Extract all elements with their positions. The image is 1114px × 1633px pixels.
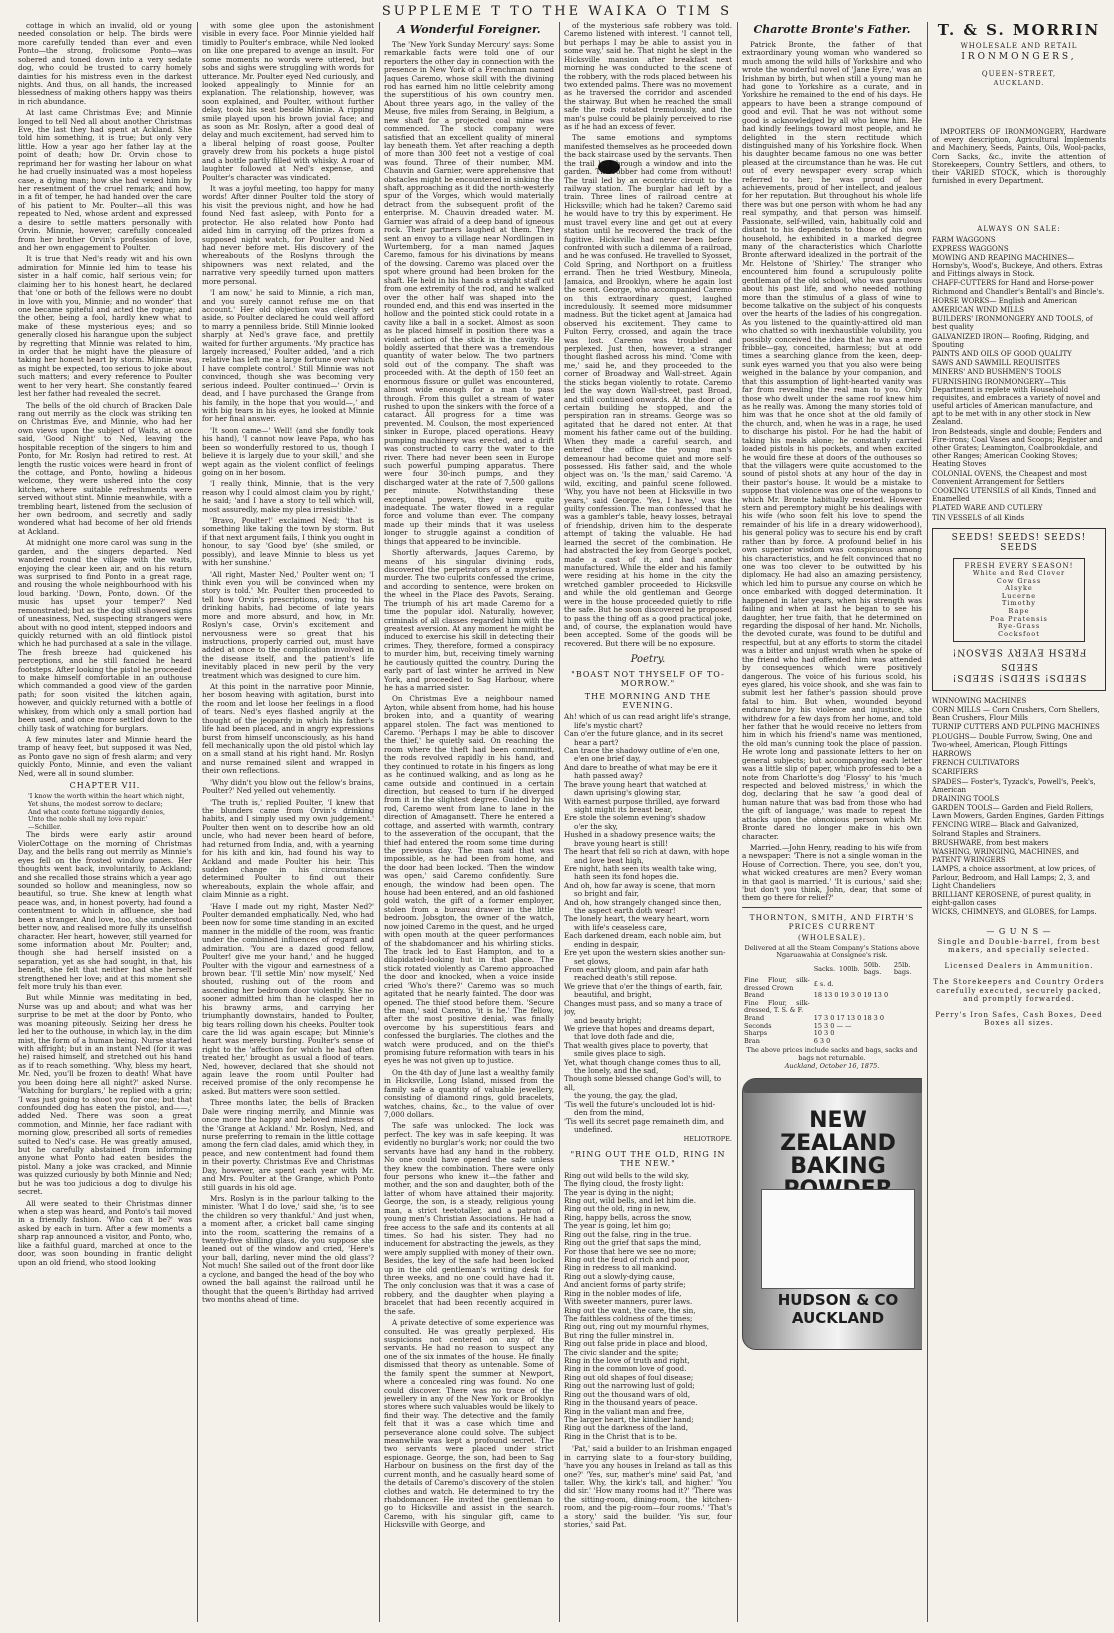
poem-line: Changes must pass, and so many a trace of joy, [564, 998, 722, 1017]
column-2 [202, 22, 374, 1622]
poem-line: brave young heart is still! [574, 838, 668, 848]
poem-line: The larger heart, the kindlier hand; [564, 1414, 694, 1424]
verse-line: Yet shuns, the modest sorrow to declare; [28, 800, 163, 809]
poem-line: Ring out the grief that saps the mind, [564, 1238, 702, 1248]
column-6-advert [932, 22, 1106, 1622]
price-column-header: Sacks. [813, 964, 836, 973]
chapter-epigraph [18, 793, 192, 831]
price-values: 18 13 0 19 3 0 19 13 0 [813, 991, 889, 1000]
poem-line: with life's ceaseless care, [574, 922, 667, 932]
seeds-mirror-heading: SEEDS! SEEDS! SEEDS! SEEDS [951, 661, 1087, 682]
poem-line: and love beat high, [574, 855, 644, 865]
poem-line: The year is dying in the night; [564, 1187, 674, 1197]
stock-item: EXPRESS WAGGONS [932, 244, 1009, 253]
article-title-bronte: Charotte Bronte's Father. [753, 23, 911, 36]
poem-line: the young, the gay, the glad, [574, 1091, 678, 1101]
poem-line: Ring out a slowly-dying cause, [564, 1271, 675, 1281]
poem-line: The civic slander and the spite; [564, 1347, 679, 1357]
paragraph: On the 4th day of June last a wealthy family in Hicksville, Long Island, missed from the family safe a quantity of valuable jewellery, consisting of diamond rings, gold bracelets, watches, chains, &c., to the value of over 7,000 dollars. [384, 1067, 554, 1120]
price-item: Fine Flour, silk-dressed Crown [744, 975, 810, 992]
poem-line: Ring in the Christ that is to be. [564, 1431, 678, 1441]
seed-variety: Rye-Grass [997, 622, 1041, 631]
poem-line: hath seen its fond hopes die. [574, 872, 679, 882]
poem-line: Ring out the thousand wars of old, [564, 1389, 691, 1399]
paragraph: Three months later, the bells of Bracken Dale were ringing merrily, and Minnie was once more the happy and beloved mistress of the 'Grange at Ackland.' Mr. Roslyn, Ned, and nurse preferring to remain in the little cottage among the fern clad dales, amid which they, in peace, and new contentment had found them in their poverty. Christmas Eve and Christmas Day, however, are spent each year with Mr. and Mrs. Poulter at the Grange, which Ponto still guards in his old age. [202, 1098, 374, 1192]
poem-line: The lonely heart, the weary heart, worn [564, 914, 710, 924]
paragraph: 'All right, Master Ned,' Poulter went on; 'I think even you will be convinced when my story is told.' Mr. Poulter then proceeded to tell how Orvin's prescriptions, owing to his drinking habits, had become of late years more and more absurd, and how, in Mr. Roslyn's case, Orvin's excitement and nervousness were so great that his instructions, properly carried out, must have added at once to the complication involved in the disease itself, and the patient's life inevitably placed in new peril by the very treatment which was designed to cure him. [202, 569, 374, 680]
stock-item: PLATED WARE AND CUTLERY [932, 504, 1043, 513]
stock-item: GALVANIZED IRON— Roofing, Ridging, and Spouting [932, 332, 1090, 349]
stock-item: WICKS, CHIMNEYS, and GLOBES, for Lamps. [932, 908, 1097, 917]
poem-line: The heart that fell so rich at dawn, with hope [564, 847, 730, 857]
paragraph: The same emotions and symptoms manifested themselves as he proceeded down the back staircase used by the servants. Then the trail led through a window and into the garden. The robber had come from without! The trail led by an eccentric circuit to the railway station. The burglar had left by a train. Three lines of railroad centre at Hicksville; which had he taken? Caremo said he would have to try this by experiment. He must travel every line and get out at every station until he recovered the track of the fugitive. Hicksville had never been before confronted with such a dilemma of a railroad, and he was confused. He travelled to Syosset, Cold Spring, and Northport on a fruitless errand. Then he tried Westbury, Mineola, Jamaica, and Brooklyn, where he again lost the scent. George, who accompanied Caremo on this extraordinary quest, laughed incredulously. It seemed more midsummer madness. But the ticket agent at Jamaica had observed his excitement. They came to Fulton Ferry, crossed, and again the trace was lost. Caremo was troubled and perplexed. Just then, however, a stranger thought flashed across his mind. 'Come with me,' said he, and they proceeded to the corner of Broadway and Wall-street. Again the sticks began violently to rotate. Caremo led the way down Wall-street, past Broad, and still continued onwards. At the door of a certain building he stopped, and the perspiration ran in streams. George was so agitated that he dared not enter. At that moment his father came out of the building. When they made a careful search, and entered the office the young man's demeanour had become quiet and more self-possessed. His father said, and the whole object was on. 'Is the man,' said Caremo. 'A wild, exciting, and painful scene followed. 'Why, you have not been at Hicksville in two years,' said George. 'Yes, I have,' was the guilty confession. The man confessed that he was a gambler's table, heavy losses, betrayal of friendship, driven him to the desperate attempt of taking the valuable. He had learned the secret of the combination. He had abstracted the key from George's pocket, made a cast of it, and had another manufactured. While the elder and his family were residing at his home in the city the wretched gambler proceeded to Hicksville and while the old gentleman and George were in the house proceeded quietly to rifle the safe. But he soon discovered he proposed to pass the thing off as a good practical joke, and, of course, the explanation would have been accepted. Some of the goods will be recovered. But there will be no exposure. [564, 133, 732, 648]
poem-line: Ring out the darkness of the land, [564, 1423, 689, 1433]
poem-2-title: "RING OUT THE OLD, RING IN THE NEW." [570, 1150, 726, 1169]
poem-line: Ring in the valiant man and free, [564, 1406, 685, 1416]
paragraph: But while Minnie was meditating in bed, Nurse was up and about; and what was her surprise to be met at the door by Ponto, who was moaning piteously. Seizing her dress he led her to the outhouse, in which lay, in the dim mist, the form of a human being. Nurse started with affright; but in an instant Ned (for it was he) raised himself, and stretched out his hand as if to reach something. 'Why, bless my heart, Mr. Ned, you'll be frozen to death! What have you been doing here all night?' asked Nurse. 'Watching for burglars,' he replied with a grin; 'I was just going to shoot you for one; but that confounded dog has eaten the pistol, and——,' added Ned. There was soon a great commotion, and Minnie, her face radiant with morning glow, prescribed all sorts of remedies suited to Ned's case. He was greatly amused, but he carefully abstained from informing anyone what Ponto had eaten besides the pistol. Many a joke was cracked, and Minnie was quizzed curiously by both Minnie and Ned; but he was too judicious a dog to divulge his secret. [18, 993, 192, 1197]
paragraph: with some glee upon the astonishment visible in every face. Poor Minnie yielded half timidly to Poulter's embrace, while Ned looked on like one prepared to avenge an insult. For some moments no words were uttered, but sobs and sighs were struggling with words for utterance. Mr. Poulter eyed Ned curiously, and looked appealingly to Minnie for an explanation. The relationship, however, was soon explained, and Poulter, without further delay, took his seat beside Minnie. A ripping smile played upon his brown jovial face; and as soon as Mr. Roslyn, after a good deal of delay and much excitement, had served him to a liberal helping of roast goose, Poulter gravely drew from his pockets a huge pistol and a bottle partly filled with whisky. A roar of laughter followed at Ned's expense, and Poulter's character was vindicated. [202, 22, 374, 182]
poem-line: Ring in the thousand years of peace. [564, 1398, 698, 1408]
poem-line: Ere yet upon the western skies another sun- [564, 948, 726, 958]
seeds-heading: SEEDS! SEEDS! SEEDS! SEEDS [951, 532, 1087, 554]
poem-line: Ring out the feud of rich and poor, [564, 1254, 690, 1264]
stock-item: LAMPS, a choice assortment, at low prices, of Parlour, Bedroom, and Hall Lamps; 2, 3, and Light Chandeliers [932, 865, 1096, 890]
price-item: Brand [744, 991, 765, 1000]
price-item: Seconds [744, 1021, 772, 1030]
paragraph: Mrs. Roslyn is in the parlour talking to the minister. 'What I do love,' said she, 'is to see the children so very thankful.' And just when, a moment after, a cricket ball came singing into the room, scattering the remains of a twenty-five shilling glass, do you suppose she leaned out of the window and cried, 'Here's your ball, darling, never mind the old glass'? Not much! She sailed out of the front door like a cyclone, and banged the head of the boy who owned the ball against the railroad until he thought that the queen's Birthday had arrived two months ahead of time. [202, 1193, 374, 1305]
stock-item: CORN MILLS — Corn Crushers, Corn Shellers, Bean Crushers, Flour Mills [932, 706, 1100, 723]
poem-line: Hushed in a shadowy presence waits; the [564, 830, 716, 840]
price-values: £ s. d. [813, 979, 834, 988]
tin-maker: HUDSON & CO AUCKLAND [777, 1291, 899, 1327]
column-rule [197, 22, 198, 1622]
baking-powder-tin-illustration [742, 1078, 922, 1350]
stock-item: FARM WAGGONS [932, 235, 996, 244]
paragraph: The birds were early astir around ViolerCottage on the morning of Christmas Day, and the bells rang out merrily as Minnie's eyes fell on the frosted window panes. Her thoughts went back, involuntarily, to Ackland; and she recalled those strains which a year ago sounded so hollow and meaningless, now so beautiful, so true. She knew at length what peace was, and, in honest poverty, had found a contentment to which in affluence, she had been a stranger. And love, too, she understood better now, and realised more fully its unselfish character. Her heart, however, still yearned for some information about Mr. Poulter; and, though she had herself insisted on a separation, yet as she had sought, in that, his benefit, she felt that neither had she herself strengthened her love; and at this moment she felt more truly his than ever. [18, 830, 192, 992]
price-row [742, 977, 922, 992]
stock-item: COLONIAL OVENS, the Cheapest and most Convenient Arrangement for Settlers [932, 469, 1087, 486]
poem-1-title: "BOAST NOT THYSELF OF TO-MORROW." [571, 669, 725, 689]
paragraph: It is true that Ned's ready wit and his own admiration for Minnie led him to tease his sister in a half comic, half serious vein; for claiming her to his honest heart, he declared that 'one or both of the fellows were no doubt in love with you, Minnie; and no wonder' that one became spiteful and acted the rogue; and the other, being a fool, hardly knew what to make of these mysterious eyes; and so generally closed his harangue upon the subject by regretting that Minnie was related to him, in order that he might have the pleasure of taking her honest heart by storm. Minnie was, as might be expected, too serious to joke about such matters; and every reference to Poulter went to her very heart. She constantly feared lest her father had revealed the secret. [18, 254, 192, 399]
paragraph: A private detective of some experience was consulted. He was greatly perplexed. His suspicions not centered on any of the servants. He had no reason to suspect any one of the six inmates of the house. He finally dismissed that theory as untenable. Some of the family spent the summer at Newport, where a concealed ring was found. No one could discover. There was no trace of the jewellery in any of the New York or Brooklyn stores where such valuables would be likely to find their way. The detective and the family felt that it was a case which time and perseverance alone could solve. The subject meanwhile was kept a profound secret. The two servants were placed under strict espionage. George, the son, had been to Sag Harbour on business on the first day of the current month, and he casually heard some of the details of Caremo's discovery of the stolen clothes and watch. He determined to try the rhabdomancer. He invited the gentleman to go to Hicksville and assist in the search. Caremo, with his singular gift, came to Hicksville with George, and [384, 1318, 554, 1530]
paragraph: At midnight one more carol was sung in the garden, and the singers departed. Ned wandered round the village with the waits, enjoying the clear keen air, and on his return was surprised to find Ponto in a great rage, and rousing the whole neighbourhood with his loud barking. 'Down, Ponto, down. Of the music has upset your temper?' Ned remonstrated; but as the dog still showed signs of uneasiness, Ned, suspecting strangers were about with no good intent, stepped indoors and quickly returned with an old flintlock pistol which he had purchased at a sale in the village. The fresh breeze had quickened his perceptions, and he still fancied he heard footsteps. After looking the pistol he proceeded to make himself comfortable in an outhouse which commanded a good view of the garden path; for soon visited the kitchen again, however, and quickly returned with a bottle of whiskey, from which only a small portion had been used, and once more settled down to the chilly task of watching for burglars. [18, 538, 192, 733]
poem-line: Ring in the nobler modes of life, [564, 1288, 682, 1298]
poem-2-text [564, 1172, 732, 1442]
poem-line: ending in despair, [574, 939, 640, 949]
poem-line: Ring out, wild bells, and let him die. [564, 1196, 696, 1206]
poem-line: Ring, happy bells, across the snow, [564, 1212, 692, 1222]
poem-line: hear a part? [574, 737, 619, 747]
poem-line: beautiful, and bright, [574, 990, 652, 1000]
poem-line: and beauty bright; [574, 1015, 642, 1025]
chapter-heading: CHAPTER VII. [69, 781, 141, 791]
price-column-header: 50lb. bags. [863, 960, 882, 977]
stock-item: DRAINING TOOLS [932, 794, 1000, 803]
poem-line: Ring in the common love of good. [564, 1364, 687, 1374]
column-1 [18, 22, 192, 1622]
poem-line: The flying cloud, the frosty light: [564, 1179, 684, 1189]
price-row [742, 1038, 922, 1046]
firm-trade: IRONMONGERS, [961, 51, 1077, 62]
poem-line: With earnest purpose thrilled, aye forward [564, 796, 720, 806]
stock-item: PAINTS AND OILS OF GOOD QUALITY [932, 349, 1072, 358]
stock-item: PLOUGHS— Double Furrow, Swing, One and Two-wheel, American, Plough Fittings [932, 732, 1093, 749]
column-rule [559, 22, 560, 1622]
column-1-continued [18, 831, 192, 1267]
seeds-list [957, 570, 1081, 638]
firm-address: QUEEN-STREET, [981, 70, 1057, 79]
poem-line: hath passed away? [574, 771, 643, 781]
poem-line: Ring out the false, ring in the true. [564, 1229, 692, 1239]
poem-line: Ring in redress to all mankind. [564, 1263, 677, 1273]
firm-tagline: WHOLESALE AND RETAIL [960, 41, 1078, 50]
verse-line: —Schiller. [28, 822, 62, 831]
price-item: Bran [744, 1036, 760, 1045]
poem-line: dawn uprising's glowing star, [574, 788, 682, 798]
poem-line: sight might its breast bear, [574, 804, 673, 814]
seeds-subheading: FRESH EVERY SEASON! [964, 561, 1074, 570]
poem-line: that love doth fade and die, [574, 1032, 675, 1042]
paragraph: At last came Christmas Eve; and Minnie longed to tell Ned all about another Christmas Eve, the last they had spent at Ackland. She told him something, it is true; but only very little. How a year ago her father lay at the point of death; how Dr. Orvin chose to reprimand her for wasting her labour on what he had cruelly insinuated was a most hopeless case, a dying man; how she had vexed him by her resentment of the cruel remark; and how, in a fit of temper, he had handed over the care of his patient to Mr. Poulter—all this was repeated to Ned, whose ardent and expressed a desire to settle matters personally with Orvin. Minnie, however, carefully concealed from her brother Orvin's profession of love, and her own engagement to Poulter. [18, 108, 192, 252]
price-item: Brand [744, 1013, 765, 1022]
paragraph: 'I am now,' he said to Minnie, a rich man, and you surely cannot refuse me on that account.' Her old objection was clearly set aside, so Poulter declared he could well afford to marry a penniless bride. Still Minnie looked sharply at Ned's grave face, and prettily waited for further arguments. 'My practice has largely increased,' Poulter added, 'and a rich relative has left me a large fortune over which I have complete control.' Still Minnie was not convinced, though she was becoming very serious indeed. Poulter continued—' Orvin is dead, and I have purchased the Grange from his family, in the hope that you would—,' and with big tears in his eyes, he looked at Minnie for her final answer. [202, 288, 374, 424]
stock-item: TURNIP CUTTERS AND PULPING MACHINES [932, 723, 1100, 732]
poem-line: set glows, [574, 956, 611, 966]
price-values: 10 3 0 [813, 1029, 835, 1038]
paragraph: of the mysterious safe robbery was told. Caremo listened with interest. 'I cannot tell, but perhaps I may be able to assist you in some way,' said he. That night he slept in the Hicksville mansion after breakfast next morning he was conducted to the scene of the robbery, with the rods placed between his two extended palms. There was no movement as he traversed the corridor and ascended the stairway. But when he reached the small safe the rods rotated tremulously, and the man's pulse could be plainly perceived to rise as if he had an excess of fever. [564, 22, 732, 132]
price-column-header: 25lb. bags. [893, 960, 912, 977]
price-advert-subtitle: (WHOLESALE). [797, 934, 867, 943]
column-3-body [384, 41, 554, 1530]
column-3 [384, 22, 554, 1622]
stock-list-2 [932, 697, 1106, 917]
seed-variety: White and Red Clover [972, 568, 1066, 577]
price-row [742, 1030, 922, 1038]
poem-line: Ring out the narrowing lust of gold; [564, 1381, 695, 1391]
tin-title: NEW ZEALAND BAKING [780, 1108, 896, 1180]
poem-line: smile gives place to sigh. [574, 1049, 666, 1059]
poem-line: the lonely, and the sad, [574, 1066, 659, 1076]
stock-item: AMERICAN WIND MILLS [932, 306, 1025, 315]
poem-line: Though some blessed change God's will, to all, [564, 1074, 722, 1092]
stock-item: GARDEN TOOLS— Garden and Field Rollers, Lawn Mowers, Garden Engines, Garden Fittings [932, 804, 1104, 821]
price-advert-date: Auckland, October 16, 1875. [784, 1061, 880, 1070]
seed-variety: Cow Grass [996, 576, 1042, 585]
column-5 [742, 22, 922, 1622]
stock-item: WASHING, WRINGING, MACHINES, and PATENT WRINGERS [932, 848, 1079, 865]
column-5-body [742, 41, 922, 903]
stock-item: BRUSHWARE, from best makers [932, 838, 1049, 847]
stock-item: SAWS AND SAWMILL REQUISITES [932, 359, 1060, 368]
paragraph: 'Have I made out my right, Master Ned?' Poulter demanded emphatically. Ned, who had been now for some time standing in an excited manner in the middle of the room, was frantic under the combined influences of regard and admiration. 'You are a dazed good fellow, Poulter! give me your hand,' and he hugged Poulter with the vigour and earnestness of a brown bear. 'I'll settle Min' now myself,' Ned shouted, rushing out of the room and ascending her bedroom door violently. She no sooner admitted him than he clasped her in his brawny arms, and carrying her triumphantly downstairs, handed to Poulter, big tears rolling down his cheeks. Poulter took care the lid was again escape; but Minnie's heart was merely bursting. Poulter's sense of right to the 'affection for which he had often treated her,' brought as usual a flood of tears. Ned, however, declared that she should not again leave the room until Poulter had received promise of the only recompense he asked. But matters were soon settled. [202, 901, 374, 1096]
paragraph: Patrick Bronte, the father of that extraordinary young woman who wandered so much among the wild hills of Yorkshire and who wrote the wonderful novel of 'Jane Eyre,' was an Irishman by birth, but when still a young man he had gone to Yorkshire as a curate, and in Yorkshire he remained to the end of his days. He appears to have been a strange compound of good and evil. That he was not without some good is acknowledged by all who knew him. He had kindly feelings toward most people, and he delighted in the stern rectitude which distinguished many of his Yorkshire flock. When his daughter became famous no one was better pleased at the circumstance than he was. He cut out of every newspaper every scrap which referred to her; he was proud of her achievements, proud of her intellect, and jealous for her reputation. But throughout his whole life there was but one person with whom he had any real sympathy, and that person was himself. Passionate, self-willed, vain, habitually cold and distant to his dependents to those of his own household, he exhibited in a marked degree many of the characteristics which Charlotte Bronte afterward idealized in the portrait of the Mr. Helstone of 'Shirley.' The stranger who encountered him found a scrupulously polite gentleman of the old school, who was garrulous about his past life, and who needed nothing more than the stimulus of a glass of wine to become talkative on the subject of his conquests over the hearts of the ladies of his congregation. As you listened to the quaintly-attired old man who chatted so with inexhaustible volubility, you possibly conceived the idea that he was a mere fribble—gay, conceited, harmless; but at odd times a searching glance from the keen, deep-sunk eyes warned you that you also were being weighed in the balance by your companion, and that this assumption of light-hearted vanity was far from revealing the real man to you. Only those who dwelt under the same roof knew him as he really was. Among the many stories told of him was that he once shot at the old family of the church, and, when he was in a rage, he used to discharge his pistol. For he had the habit of taking his meals alone; he constantly carried loaded pistols in his pockets, and when excited he would fire these at doors of the outhouses so that the villagers were quite accustomed to the sound of pistol shots at any hour of the day in their pastor's house. It would be a mistake to suppose that violence was one of the weapons to which Mr. Bronte habitually resorted. However stern and peremptory might be his dealings with his wife (who soon felt his love to spend the remainder of his life in a dreary widowerhood), his general policy was to secure his end by craft rather than by force. A profound belief in his own superior wisdom was conspicuous among his characteristics, and he felt convinced that no one was too clever to be outwitted by his diplomacy. He had also an amazing persistency, which led him to pursue any course on which he once embarked with dogged determination. It happened in later years, when his strength was failing and when at last he began to see his daughter, her true faith, that he determined on regarding the disposal of her hand. Mr. Nicholls, the devoted curate, was found to be dutiful and respectful, but at any efforts to storm the citadel was a bitter and unjust wrath when he spoke of the friend who had offended him was attended by consequences which were positively dangerous. The voice of his furious scold, his eyes glared, his voice shook, and she was fain to submit lest her father's passion should prove fatal to him. But when, wounded beyond endurance by his violence and injustice, she withdrew for a few days from her home, and told her father that he would receive no letters from him in which his friend's name was mentioned, the old man's cunning took the place of passion. He wrote long and passionate letters to her on general subjects; but accompanying each letter was a little slip of paper, which professed to be a note from Charlotte's dog 'Flossy' to his 'much respected and beloved mistress,' in which the dog, declaring that he saw 'a good deal of human nature that was bad from those who had the gift of language,' was made to repeat the attacks upon the obnoxious person which Mr. Bronte dared no longer make in his own character. [742, 39, 922, 841]
poem-line: so bright and fair, [574, 889, 640, 899]
stock-item: HARROWS [932, 749, 972, 758]
seed-variety: Lucerne [1001, 591, 1037, 600]
stock-item: FURNISHING IRONMONGERY—This Department is replete with Household requisites, and embraces a variety of novel and useful articles of American manufacture, and apt to be met with in any other stock in New Zealand. [932, 377, 1101, 427]
anecdote: 'Pat,' said a builder to an Irishman engaged in carrying slate to a four-story building, 'have you any houses in Ireland as tall as this one?' 'Yes, sur, mather's mine' said Pat, 'and taller. Why, the kirk's tall, and higher.' 'You did sir.' 'How many rooms had it?' 'There was the sitting-room, dining-room, the kitchen-room, and the pig-room—four rooms.' 'That's a story,' said the builder. 'Yis sur, four stories,' said Pat. [564, 1444, 732, 1530]
column-4-body [564, 22, 732, 648]
price-values [812, 1000, 922, 1015]
column-rule [379, 22, 380, 1622]
poem-line: But ring the fuller minstrel in. [564, 1330, 675, 1340]
column-2-body [202, 22, 374, 1304]
price-advert-footnote: The above prices include sacks and bags, sacks and bags not returnable. [746, 1046, 918, 1062]
price-values: 17 3 0 17 13 0 18 3 0 [813, 1013, 884, 1022]
stock-item: COOKING UTENSILS of all Kinds, Tinned and Enamelled [932, 486, 1097, 504]
paragraph: All were seated to their Christmas dinner when a step was heard, and Ponto's tail moved in a friendly fashion. 'Who can it be?' was asked by each in turn. After a few moments a sharp rap announced a visitor, and Ponto, who, like a faithful guard, marched at once to the door, was soon bounding in frantic delight upon an old friend, who stood looking [18, 1198, 192, 1267]
article-title-wonderful-foreigner: A Wonderful Foreigner. [397, 23, 541, 36]
poem-line: Ring out old shapes of foul disease; [564, 1372, 694, 1382]
paragraph: Shortly afterwards, Jaques Caremo, by means of his singular divining rods, discovered the perpetrators of a mysterious murder. The two culprits confessed the crime, and according to sentence, were broken on the wheel in the Place des Pavots, Seraing. The triumph of his art made Caremo for a time the popular idol. Naturally, however, criminals of all classes regarded him with the greatest aversion. At any moment he might be induced to exercise his skill in detecting their crimes. They, therefore, formed a conspiracy to murder him, but, receiving timely warning he cautiously quitted the country. During the early part of last winter he arrived in New York, and proceeded to Sag Harbour, where he has a married sister. [384, 548, 554, 692]
price-item: Fine Flour, silk-dressed, T. S. & F. [744, 998, 810, 1015]
paragraph: The 'New York Sunday Mercury' says: Some remarkable facts were told one of our reporters the other day in connection with the presence in New York of a Frenchman named Jaques Caremo, whose skill with the divining rod has earned him no little celebrity among the superstitious of his own country men. About three years ago, in the valley of the Meuse, five miles from Seraing, in Belgium, a new shaft for a projected coal mine was commenced. The stock company were satisfied that an excellent quality of mineral lay beneath them. Yet after reaching a depth of more than 300 feet not a vestige of coal was found. Three of their number, MM. Chauvin and Garnier, were apprehensive that obstacles might be encountered in sinking the shaft, approaching as it did the north-westerly spur of the Vorges, which would materially detract from the subsequent profit of the enterprise. M. Chauvin dreaded water. M. Garnier was afraid of a deep band of igneous rock. Their partners laughed at them. They sent an envoy to a village near Nordlingen in Wurtemberg, for a man named Jaques Caremo, famous for his divinations by means of the dowsing. Caremo was placed over the spot where ground had been broken for the shaft. He held in his hands a straight staff cut from one extremity of the rod, and he walked over the other half was shaped into the rounded end, and this end was inserted in the hollow and the pointed stick could rotate in a cavity like a ball in a socket. Almost as soon as he placed himself in position there was a violent action of the stick in the cavity. He boldly asserted that there was a tremendous quantity of water below. The two partners sold out of the company. The shaft was proceeded with. At the depth of 150 feet an enormous fissure or gullet was encountered, almost wide enough for a man to pass through. From this gullet a stream of water rushed to upon the sinkers with the force of a cataract. All progress for a time was prevented. M. Coulson, the most experienced sinker in Europe, placed operations. Heavy pumping machinery was erected, and a drift was constructed to carry the water to the river. There had never been seen in Europe such powerful pumping apparatus. There were four 30-inch pumps, and they discharged water at the rate of 7,500 gallons per minute. Notwithstanding these exceptional powers, they were quite inadequate. The water flowed in a regular force and volume than ever. The company made up their minds that it was useless longer to struggle against a condition of things that appeared to be invincible. [384, 39, 554, 546]
stock-item: FRENCH CULTIVATORS [932, 759, 1020, 768]
paragraph: A few minutes later and Minnie heard the tramp of heavy feet, but supposed it was Ned, as Ponto gave no sign of fresh alarm; and very quickly Ponto, Minnie, and even the valiant Ned, were all in sound slumber. [18, 735, 192, 778]
guns-heading: — G U N S — [986, 926, 1052, 936]
always-on-sale: ALWAYS ON SALE: [977, 225, 1061, 234]
poem-line: Ring in the love of truth and right, [564, 1356, 690, 1366]
poem-line: For those that here we see no more; [564, 1246, 697, 1256]
poem-line: And oh, how strangely changed since then, [564, 897, 722, 907]
paragraph: On Christmas Eve a neighbour named Ayton, while absent from home, had his house broken into, and a quantity of wearing apparel stolen. The fact was mentioned to Caremo. 'Perhaps I may be able to discover the thief,' he quietly said. On reaching the room where the theft had been committed, the rods revolved rapidly in his hand, and they continued to rotate in his fingers as long as he continued walking, and as long as he came outside and continued in a certain direction, but ceased to turn if he diverged from it in the slightest degree. Guided by his rod, Caremo went from lane to lane in the direction of Amagansett. There he entered a cottage, and asserted with warmth, contrary to the asseveration of the occupant, that the thief had entered the room some time during the previous day. The man said that was impossible, as he had been from home, and the door had been locked. 'Then the window was open,' said Caremo confidently. Sure enough, the window had been open. The house had been entered, and an old fashioned gold watch, the gift of a former employer, stolen from a bureau drawer in the little bedroom. Jobsgton, the owner of the watch, now joined Caremo in the quest, and he urged with open mouth at the queer performances of the shabdomancer and his whirling sticks. The track led to East Hampton, and to a dilapidated-looking hut in that place. The stick rotated violently as Caremo approached the door and knocked, when a voice inside cried 'Who's there?' Caremo was so much agitated that he nearly fainted. The door was opened. The thief stood before them. 'Secure the man,' said Caremo, 'it is he.' The fellow, after the most positive denial, was finally overcome by his superstitious fears and confessed the burglaries. The clothes and the watch were produced, and on the thief's promising future reformation with tears in his eyes he was not given up to justice. [384, 694, 554, 1066]
stock-item: WINNOWING MACHINES [932, 696, 1027, 705]
price-row [742, 1000, 922, 1015]
poem-line: The year is going, let him go; [564, 1221, 671, 1231]
verse-line: 'I know the worth within the heart which night, [28, 792, 185, 801]
poem-line: And ancient forms of party strife; [564, 1280, 686, 1290]
poem-1-subtitle: THE MORNING AND THE EVENING. [584, 691, 712, 710]
paragraph: It was a joyful meeting, too happy for many words! After dinner Poulter told the story of his visit the previous night, and how he had found Ned fast asleep, with Ponto for a protector. He also related how Ponto had aided him in carrying off the prizes from a supposed night watch, for Poulter and Ned had never before met. His discovery of the whereabouts of the Roslyns through the shipowners was next related, and the narrative very speedily turned upon matters more personal. [202, 184, 374, 286]
poem-line: Ring out the old, ring in new, [564, 1204, 671, 1214]
price-values: 15 3 0 — — [813, 1021, 852, 1030]
poem-line: Each darkened dream, each noble aim, but [564, 931, 722, 941]
stock-item: HORSE WORKS— English and American [932, 296, 1078, 305]
poem-line: reached death's still repose. [574, 973, 677, 983]
paragraph: 'I really think, Minnie, that is the very reason why I could almost claim you by right,' he said; 'and I have a story to tell which will, most assuredly, make my plea irresistible.' [202, 479, 374, 514]
poem-line: Yet, what though change comes thus to all, [564, 1057, 721, 1067]
paragraph: At this point in the narrative poor Minnie, her bosom heaving with agitation, burst into the room and let loose her feelings in a flood of tears. Ned's eyes flashed angrily at the thought of the jeopardy in which his father's life had been placed, and in angry expressions burst from himself unconsciously, as his hand fell mechanically upon the old pistol which lay on a small stand at his right hand. Mr. Roslyn and nurse remained silent and wrapped in their own reflections. [202, 682, 374, 776]
paragraph: 'It soon came—' Well! (and she fondly took his hand), 'I cannot now leave Papa, who has been so wonderfully restored to us, though I believe it is largely due to your skill,' and she wept again as the violent conflict of feelings going on in her bosom. [202, 425, 374, 477]
stock-item: MOWING AND REAPING MACHINES— Hornsby's, Wood's, Buckeye, And others. Extras and Fittings always in Stock. [932, 253, 1103, 279]
poem-line: Ere stole the solemn evening's shadow [564, 813, 706, 823]
poem-line: the aspect earth doth wear! [574, 906, 676, 916]
seed-variety: Alsyke [1005, 584, 1033, 593]
stock-list [932, 236, 1106, 522]
poem-line: undefined. [574, 1125, 613, 1135]
seed-variety: Timothy [1002, 599, 1036, 608]
poem-line: Ring out false pride in place and blood, [564, 1339, 708, 1349]
poem-line: From earthly gloom, and pain afar hath [564, 965, 709, 974]
poem-line: 'Tis well its secret page remaineth dim, and [564, 1116, 724, 1126]
stock-item: BUILDERS' IRONMONGERY AND TOOLS, of best quality [932, 315, 1093, 332]
paragraph: The safe was unlocked. The lock was perfect. The key was in safe keeping. It was evidently no burglar's work; nor could the two servants have had any hand in the robbery. No one could have opened the safe unless they knew the combination. There were only four persons who knew it—the father and mother, and the son and daughter, both of the latter of whom have attained their majority. George, the son, is a steady, religious young man, a strict teetotaller, and a patron of young men's Christian Associations. He had a free access to the safe and its contents at all times. So had his sister. They had no inducement for abstracting the jewels, as they were amply supplied with money of their own. Besides, the key of the safe had been locked up in the old gentleman's writing desk for three weeks, and no one could have had it. The only conclusion was that it was a case of robbery, and the daughter when playing a bracelet that had been recently acquired in the safe. [384, 1121, 554, 1316]
poetry-heading: Poetry. [630, 654, 666, 666]
paragraph: The bells of the old church of Bracken Dale rang out merrily as the clock was striking ten on Christmas Eve, and Minnie, who had her own views upon the subject of Waits, at once said, 'Good Night' to Ned, leaving the hospitable reception of the singers to him and Ponto, for Mr. Roslyn had retired to rest. At length the rustic voices were heard in front of the cottage, and Ponto, howling a hideous welcome, they were ushered into the cosy kitchen, where suitable refreshments were served without stint. Minnie meanwhile, with a trembling heart, listened from the seclusion of her own bedroom, and secretly and sadly wondered what had become of her old friends at Ackland. [18, 400, 192, 536]
column-1-body [18, 22, 192, 778]
tin-label [761, 1189, 915, 1289]
poem-line: den from the mind, [574, 1108, 644, 1118]
poem-1-text [564, 713, 732, 1134]
poem-line: Ring out wild bells to the wild sky, [564, 1170, 690, 1180]
paragraph: 'The truth is,' replied Poulter, 'I knew that the blunders came from Orvin's drinking habits, and I simply used my own judgement.' Poulter then went on to describe how an old uncle, who had never been heard of before, had returned from India, and, with a yearning for his kith and kin, had found his way to Ackland and made Poulter his heir. This sudden change in his circumstances determined Poulter to find out their whereabouts, explain the whole affair, and claim Minnie as a right. [202, 797, 374, 900]
paragraph: 'Why didn't you blow out the fellow's brains, Poulter?' Ned yelled out vehemently. [202, 777, 374, 796]
poem-line: Ring out the want, the care, the sin, [564, 1305, 696, 1315]
seeds-box [932, 528, 1106, 691]
price-advert-note: Delivered at all the Steam Company's Stations above Ngaruawahia at Consignee's risk. [744, 943, 920, 960]
paragraph: cottage in which an invalid, old or young needed consolation or help. The birds were more carefully tended than ever and even Ponto—the strong, frolicsome Ponto—was sobered and toned down into a very sedate dog, who could be trusted to carry homely dainties for his mistress even in the darkest nights. And thus, on all hands, the increased blessedness of making others happy was theirs in rich abundance. [18, 22, 192, 106]
ammunition-licence: Licensed Dealers in Ammunition. [944, 962, 1094, 971]
poem-line: Ring out, ring out my mournful rhymes, [564, 1322, 710, 1332]
stock-item: TIN VESSELS of all Kinds [932, 513, 1025, 522]
orders-notice: The Storekeepers and Country Orders carefully executed, securely packed, and promptly forwarded. [933, 978, 1105, 1003]
stock-item: SCARIFIERS [932, 768, 979, 777]
seed-variety: Poa Pratensis [990, 614, 1048, 623]
guns-text: Single and Double-barrel, from best makers, and specially selected. [937, 937, 1101, 955]
safes-notice: Perry's Iron Safes, Cash Boxes, Deed Boxes all sizes. [935, 1011, 1103, 1028]
poem-line: We grieve that hopes and dreams depart, [564, 1023, 715, 1033]
poem-line: o'er the sky, [574, 821, 618, 831]
poem-line: That wealth gives place to poverty, that [564, 1040, 709, 1050]
seeds-inner-box [953, 558, 1085, 643]
poem-line: Can o'er the future glance, and in its secret [564, 729, 724, 739]
price-column-header: 100lb. [839, 964, 860, 973]
stock-item: BRILLIANT KEROSENE, of purest quality, in eight-gallon cases [932, 890, 1092, 908]
firm-intro: IMPORTERS OF IRONMONGERY, Hardware of every description, Agricultural Implements and Machinery, Seeds, Paints, Oils, Wool-packs, Corn Sacks, &c., invite the attention of Storekeepers, Country Settlers, and others, to their VARIED STOCK, which is thoroughly furnished in every Department. [932, 128, 1106, 186]
poem-line: Ah! which of us can read aright life's strange, [564, 712, 731, 722]
poem-line: Can trace the shadowy outline of e'en one, [564, 746, 720, 756]
poem-line: And oh, how far away is scene, that morn [564, 880, 716, 890]
poem-line: And dare to breathe of what may be ere it [564, 762, 718, 772]
seeds-mirror-subheading: FRESH EVERY SEASON! [951, 646, 1087, 657]
poem-line: The brave young heart that watched at [564, 779, 707, 789]
price-table [742, 962, 922, 1046]
stock-item: SPADES— Foster's, Tyzack's, Powell's, Peek's, American [932, 777, 1096, 794]
seed-variety: Rape [1008, 606, 1030, 615]
paragraph: Married.—John Henry, reading to his wife from a newspaper: 'There is not a single woman in the House of Correction. There, you see, don't you, what wicked creatures are men? Every woman in that gaol is married.' 'It is curious,' said she; 'but don't you think, John, dear, that some of them go there for relief?' [742, 842, 922, 903]
firm-name: T. & S. MORRIN [937, 22, 1101, 39]
firm-city: AUCKLAND. [993, 79, 1045, 88]
poem-line: life's mystic chart? [574, 720, 643, 730]
stock-item: Iron Bedsteads, single and double; Fenders and Fire-irons; Coal Vases and Scoops; Register and other Grates; Leamington, Coalbrookdale, and other Ranges; American Cooking Stoves; Heating Stoves [932, 427, 1103, 469]
poem-line: e'en one brief day, [574, 754, 641, 764]
poem-1-credit: HELIOTROPE. [683, 1135, 732, 1144]
poem-line: With sweeter manners, purer laws. [564, 1297, 693, 1307]
price-item: Sharps [744, 1029, 768, 1038]
verse-line: Unto the noble shall my love repair.' [28, 815, 148, 824]
price-advert [742, 907, 922, 1070]
paragraph: 'Bravo, Poulter!' exclaimed Ned; 'that is something like taking the town by storm. But if that next argument fails, I think you ought in honour, to say 'Good bye' (she smiled, or possibly), and leave Minnie to bless us yet with her sunshine.' [202, 516, 374, 568]
tin-rim [743, 1079, 922, 1093]
poem-line: 'Tis well the future's unclouded lot is hid- [564, 1099, 716, 1109]
stock-item: CHAFF-CUTTERS for Hand and Horse-power Richmond and Chandler's Bentall's and Bincle's. [932, 279, 1105, 296]
price-advert-title: THORNTON, SMITH, AND FIRTH'S PRICES CURRENT [749, 912, 915, 931]
price-values: 6 3 0 [813, 1036, 831, 1045]
masthead: SUPPLEME T TO THE WAIKA O TIM S [381, 4, 733, 19]
column-4 [564, 22, 732, 1622]
verse-line: And what conte fortune niggardly denies, [28, 807, 166, 816]
column-rule [927, 22, 928, 1622]
poem-line: The faithless coldness of the times; [564, 1313, 693, 1323]
poem-line: Ere night, hath seen its wealth take wing, [564, 863, 717, 873]
stock-item: FENCING WIRE— Black and Galvanized, Solrand Staples and Strainers. [932, 821, 1079, 838]
seed-variety: Cocksfoot [998, 629, 1040, 638]
poem-line: We grieve that o'er the things of earth, fair, [564, 981, 723, 991]
column-rule [737, 22, 738, 1622]
stock-item: MINERS' AND BUSHMEN'S TOOLS [932, 368, 1062, 377]
